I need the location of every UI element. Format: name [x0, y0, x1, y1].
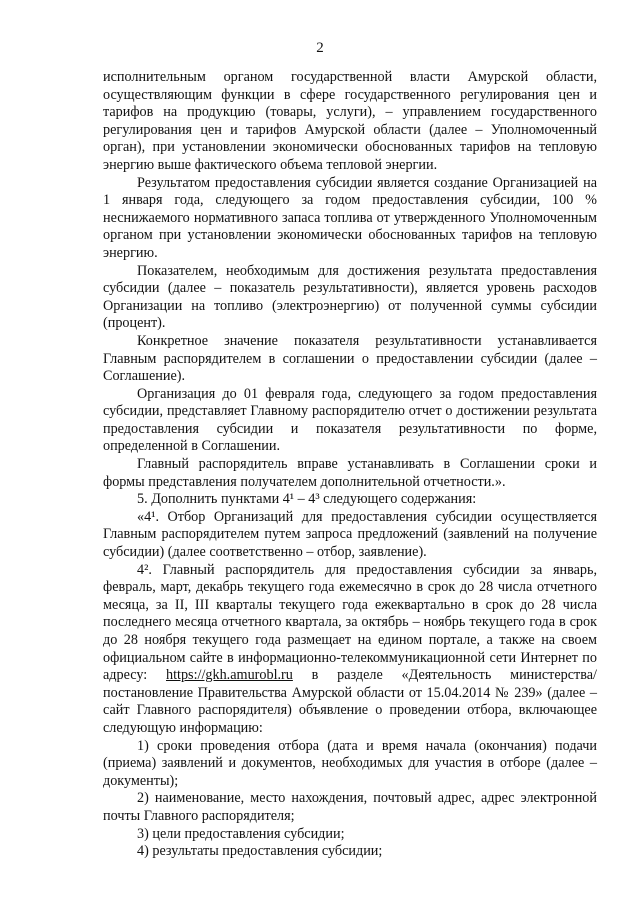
page-number: 2	[316, 40, 324, 56]
paragraph-report: Организация до 01 февраля года, следующего за годом предоставления субсидии, представляет Главному распорядителю отчет о достижении результата предоставления субсидии и показателя результативности по форме, определенной в Соглашении.	[103, 385, 597, 455]
paragraph-indicator: Показателем, необходимым для достижения результата предоставления субсидии (далее – показатель результативности), является уровень расходов Организации на топливо (электроэнергию) от полученной суммы субсидии (процент).	[103, 262, 597, 332]
paragraph-indicator-value: Конкретное значение показателя результативности устанавливается Главным распорядителем в соглашении о предоставлении субсидии (далее – Соглашение).	[103, 332, 597, 385]
list-item-2: 2) наименование, место нахождения, почтовый адрес, адрес электронной почты Главного распорядителя;	[103, 790, 597, 824]
list-item-1: 1) сроки проведения отбора (дата и время начала (окончания) подачи (приема) заявлений и документов, необходимых для участия в отборе (далее – документы);	[103, 737, 597, 789]
paragraph-4-1: «4¹. Отбор Организаций для предоставления субсидии осуществляется Главным распорядителем путем запроса предложений (заявлений на получение субсидии) (далее соответственно – отбор, заявление).	[103, 508, 597, 561]
list-item-4: 4) результаты предоставления субсидии;	[137, 843, 383, 860]
paragraph-amendment-5: 5. Дополнить пунктами 4¹ – 4³ следующего содержания:	[137, 491, 477, 508]
paragraph-result: Результатом предоставления субсидии является создание Организацией на 1 января года, следующего за годом предоставления субсидии, 100 % неснижаемого нормативного запаса топлива от утвержденного Уполномоченным органом при установлении экономически обоснованных тарифов на тепловую энергию.	[103, 174, 597, 261]
ministry-website-link[interactable]: https://gkh.amurobl.ru	[165, 667, 293, 684]
document-body	[103, 69, 597, 861]
paragraph-4-2-text-before: 4². Главный распорядитель для предоставления субсидии за январь, февраль, март, декабрь текущего года ежемесячно в срок до 28 числа отчетного месяца, за II, III кварталы текущего года ежеквартально в срок до 28 числа последнего месяца отчетного квартала, за октябрь – ноябрь текущего года в срок до 28 ноября текущего года размещает на едином портале, а также на своем официальном сайте в информационно-телекоммуникационной сети Интернет по адресу:	[103, 561, 597, 684]
paragraph-4-2	[103, 562, 597, 738]
paragraph-additional-reporting: Главный распорядитель вправе устанавливать в Соглашении сроки и формы представления получателем дополнительной отчетности.».	[103, 456, 597, 490]
list-item-3: 3) цели предоставления субсидии;	[137, 825, 345, 842]
paragraph-continuation: исполнительным органом государственной власти Амурской области, осуществляющим функции в сфере государственного регулирования цен и тарифов на продукцию (товары, услуги), – управлением государственного регулирования цен и тарифов Амурской области (далее – Уполномоченный орган), при установлении экономически обоснованных тарифов на тепловую энергию выше фактического объема тепловой энергии.	[103, 69, 597, 173]
paragraph-4-2-text-after: в разделе «Деятельность министерства/ постановление Правительства Амурской области от 15.04.2014 № 239» (далее – сайт Главного распорядителя) объявление о проведении отбора, включающее следующую информацию:	[103, 667, 597, 736]
